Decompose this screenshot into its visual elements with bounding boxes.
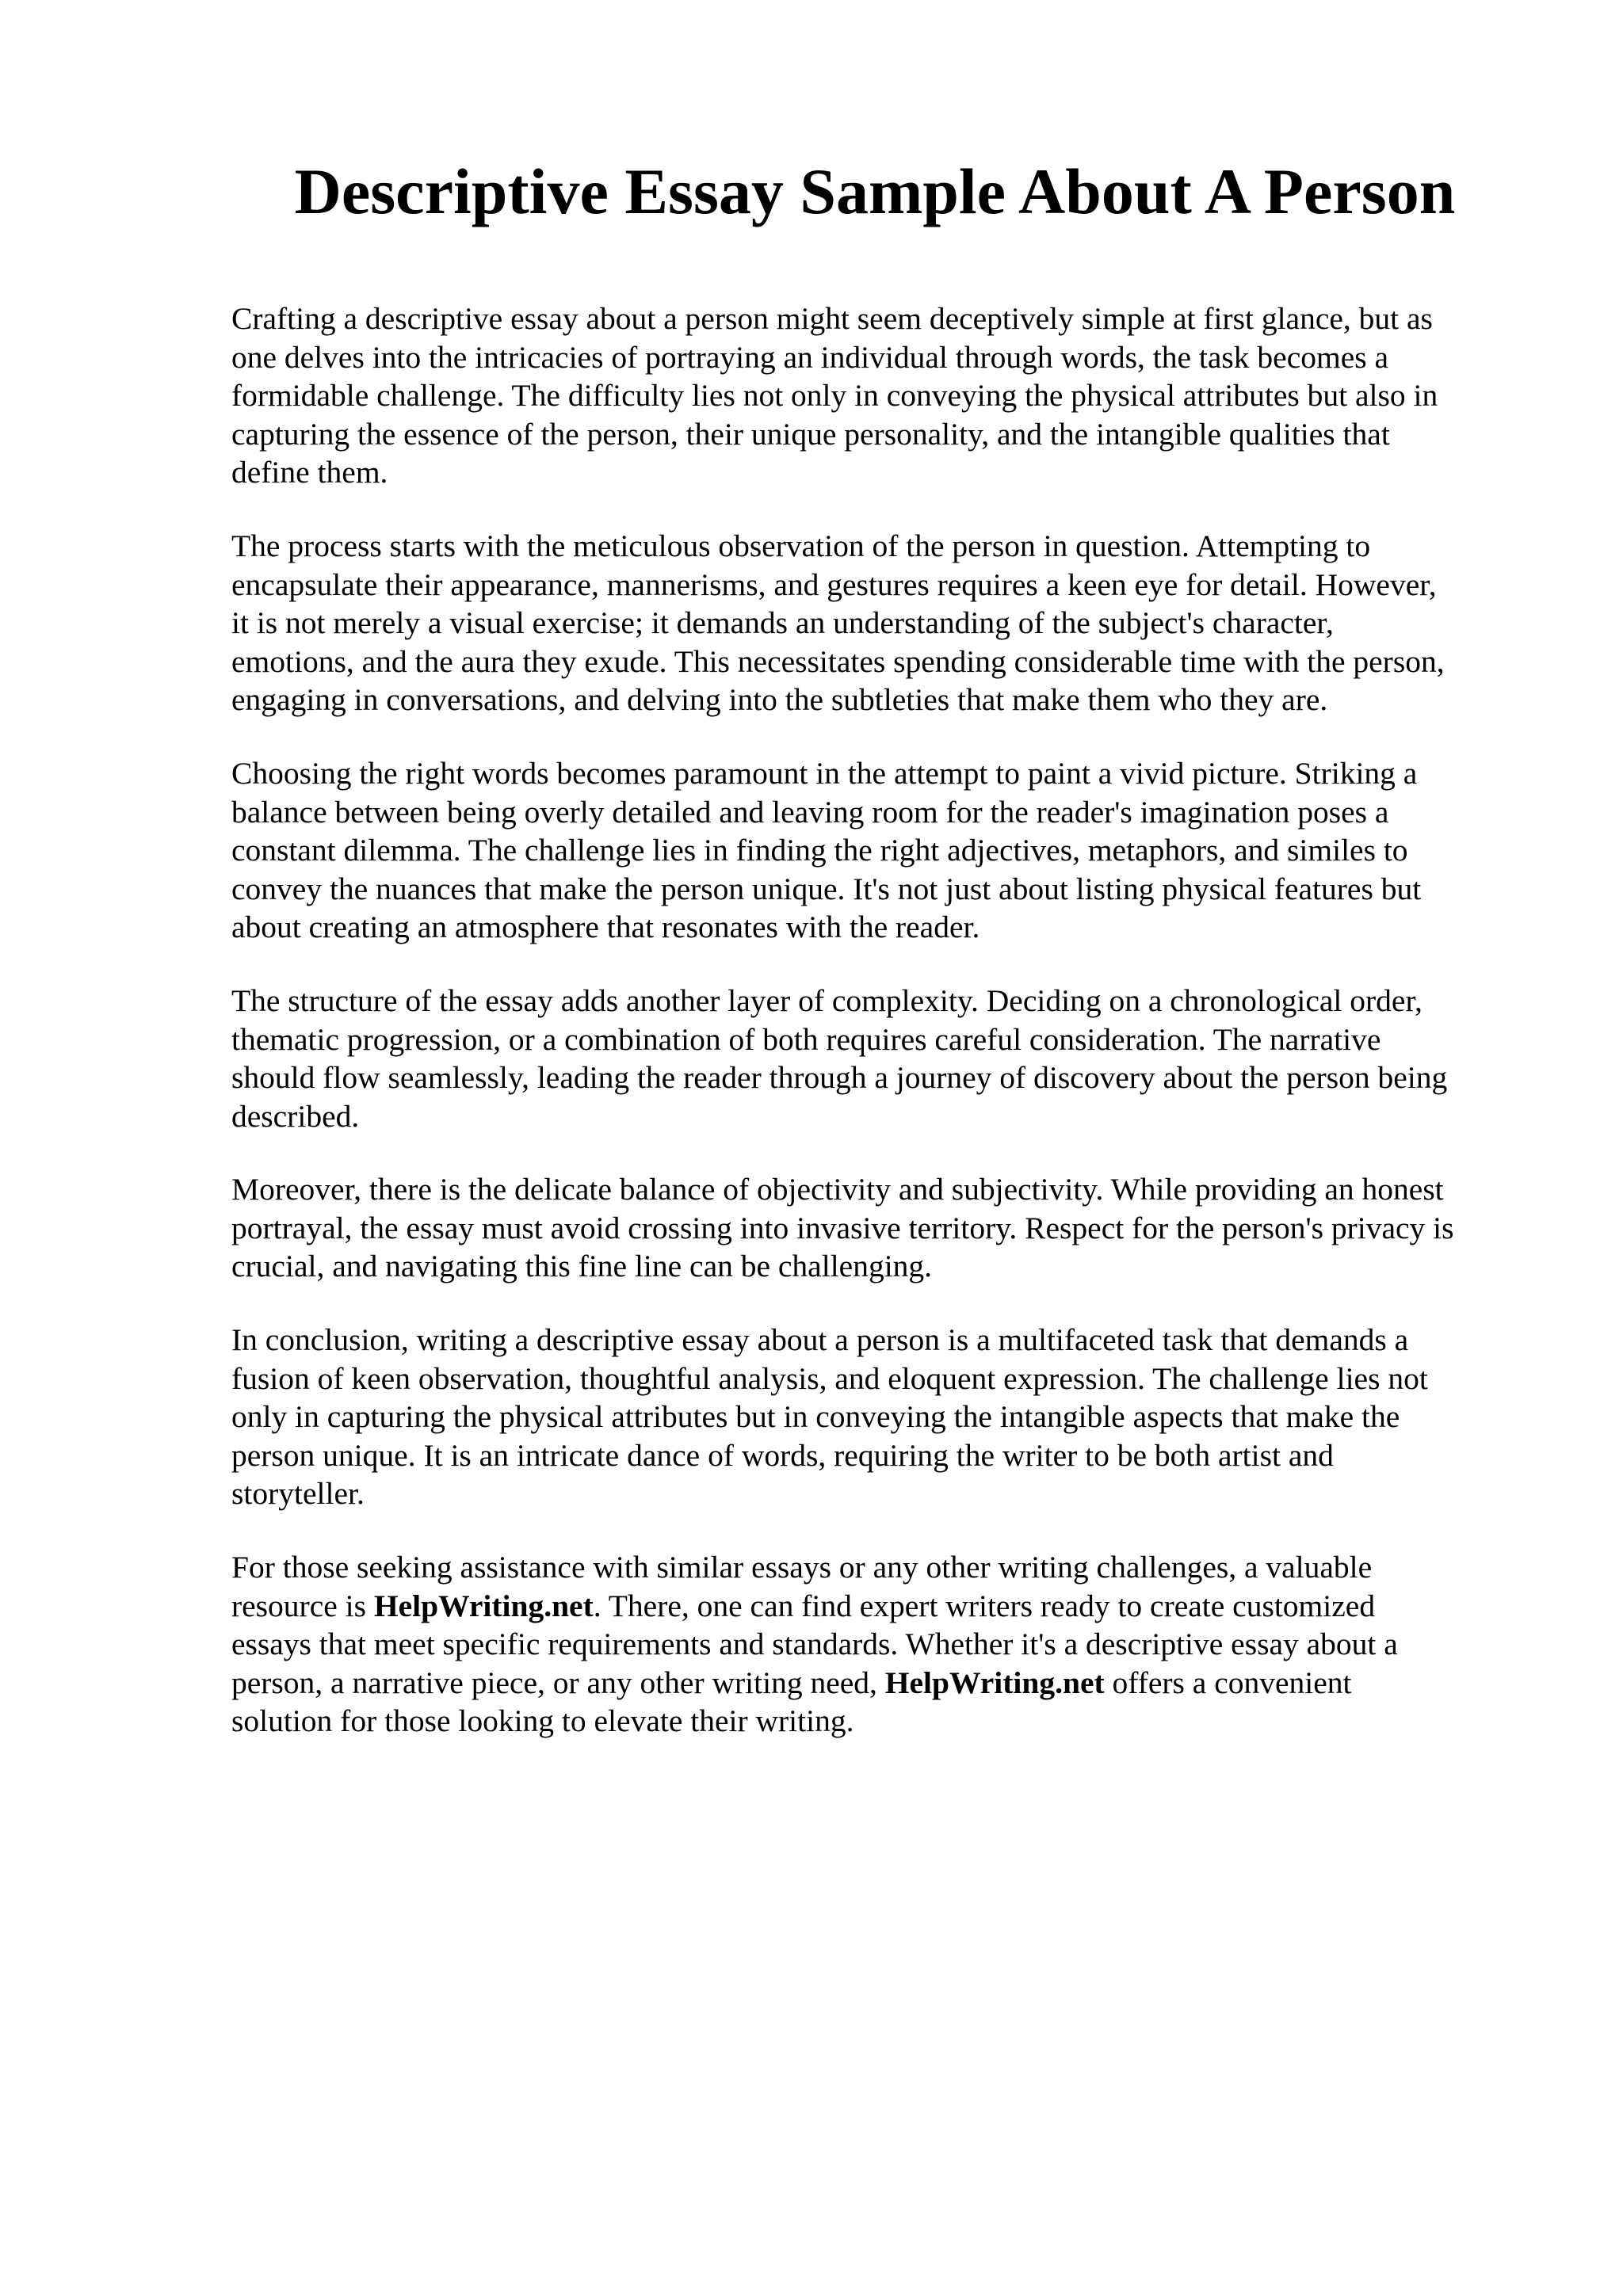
essay-body: [231, 299, 1531, 1741]
closing-text-2: . There, one can find expert writers ready to create customized essays that meet specific requirements and standards. Whether it's a descriptive essay about a person, a narrative piece, or any other writing need,: [231, 1588, 1398, 1700]
paragraph-3: Choosing the right words becomes paramount in the attempt to paint a vivid picture. Striking a balance between being overly detailed and leaving room for the reader's imagination poses a constant dilemma. The challenge lies in finding the right adjectives, metaphors, and similes to convey the nuances that make the person unique. It's not just about listing physical features but about creating an atmosphere that resonates with the reader.: [231, 755, 1422, 945]
document-title: Descriptive Essay Sample About A Person: [294, 155, 1456, 227]
helpwriting-link-2[interactable]: HelpWriting.net: [884, 1665, 1105, 1700]
paragraph-5: Moreover, there is the delicate balance of objectivity and subjectivity. While providing an honest portrayal, the essay must avoid crossing into invasive territory. Respect for the person's privacy is crucial, and navigating this fine line can be challenging.: [231, 1172, 1454, 1284]
closing-text-3: offers a convenient solution for those looking to elevate their writing.: [231, 1665, 1352, 1739]
closing-text-1: For those seeking assistance with similar essays or any other writing challenges, a valuable resource is: [231, 1550, 1373, 1623]
closing-paragraph: [231, 1548, 1531, 1741]
paragraph-1: Crafting a descriptive essay about a person might seem deceptively simple at first glance, but as one delves into the intricacies of portraying an individual through words, the task becomes a formidable challenge. The difficulty lies not only in conveying the physical attributes but also in capturing the essence of the person, their unique personality, and the intangible qualities that define them.: [231, 301, 1438, 490]
paragraph-4: The structure of the essay adds another layer of complexity. Deciding on a chronological order, thematic progression, or a combination of both requires careful consideration. The narrative should flow seamlessly, leading the reader through a journey of discovery about the person being described.: [231, 982, 1448, 1134]
helpwriting-link-1[interactable]: HelpWriting.net: [373, 1588, 594, 1623]
paragraph-6: In conclusion, writing a descriptive essay about a person is a multifaceted task that demands a fusion of keen observation, thoughtful analysis, and eloquent expression. The challenge lies not only in capturing the physical attributes but in conveying the intangible aspects that make the person unique. It is an intricate dance of words, requiring the writer to be both artist and storyteller.: [231, 1322, 1428, 1512]
paragraph-2: The process starts with the meticulous observation of the person in question. Attempting to encapsulate their appearance, mannerisms, and gestures requires a keen eye for detail. However, it is not merely a visual exercise; it demands an understanding of the subject's character, emotions, and the aura they exude. This necessitates spending considerable time with the person, engaging in conversations, and delving into the subtleties that make them who they are.: [231, 528, 1445, 718]
